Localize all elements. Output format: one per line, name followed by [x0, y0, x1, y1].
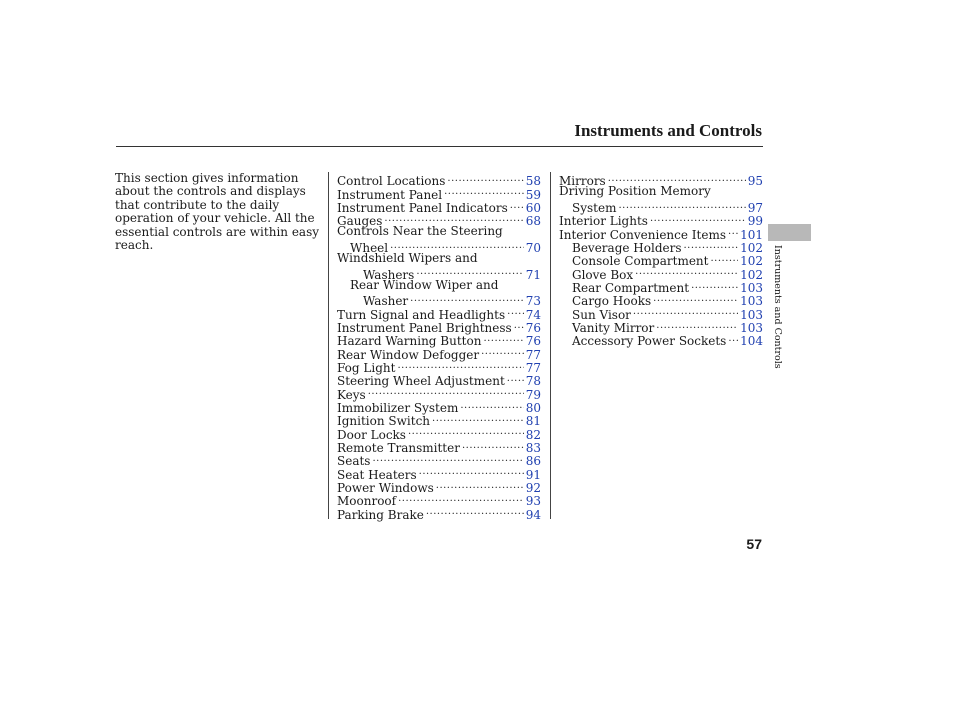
toc-entry[interactable] [559, 225, 763, 242]
toc-page-link[interactable]: 91 [525, 467, 541, 482]
toc-entry[interactable] [559, 252, 763, 269]
toc-entry[interactable] [337, 199, 541, 215]
toc-page-link[interactable]: 76 [525, 320, 541, 335]
toc-entry[interactable] [559, 332, 763, 349]
toc-entry-title: Wheel [350, 240, 389, 255]
toc-leader-dots [462, 439, 524, 452]
toc-page-link[interactable]: 83 [525, 440, 541, 455]
toc-entry-title: Seat Heaters [337, 467, 417, 482]
toc-entry-title: Instrument Panel [337, 187, 443, 202]
toc-leader-dots [483, 332, 523, 345]
toc-page-link[interactable]: 102 [740, 254, 763, 269]
toc-entry[interactable] [337, 452, 541, 469]
toc-leader-dots [419, 465, 524, 478]
toc-page-link[interactable]: 77 [525, 360, 541, 375]
toc-entry-title: Gauges [337, 214, 383, 229]
intro-text: This section gives information about the controls and displays that contribute to the daily operation of your vehicle. All the essential controls are within easy reach. [115, 171, 320, 253]
column-divider-right [550, 172, 551, 519]
toc-page-link[interactable]: 99 [747, 214, 763, 229]
section-tab-label: Instruments and Controls [772, 245, 783, 369]
toc-page-link[interactable]: 74 [525, 307, 541, 322]
toc-entry-title: Hazard Warning Button [337, 334, 482, 349]
toc-leader-dots [410, 292, 524, 305]
toc-entry[interactable] [559, 172, 763, 189]
toc-leader-dots [728, 332, 738, 345]
toc-entry-title: Interior Convenience Items [559, 227, 726, 242]
toc-leader-dots [507, 372, 524, 385]
toc-page-link[interactable]: 80 [525, 400, 541, 415]
toc-leader-dots [481, 345, 524, 358]
toc-entry[interactable] [559, 279, 763, 295]
toc-entry-title: Driving Position Memory [559, 184, 711, 199]
toc-leader-dots [444, 185, 524, 198]
toc-leader-dots [691, 279, 738, 292]
toc-leader-dots [368, 385, 524, 398]
toc-entry-title: Washer [363, 294, 409, 309]
toc-entry[interactable] [559, 265, 763, 282]
toc-page-link[interactable]: 86 [525, 454, 541, 469]
toc-entry-title: Console Compartment [572, 254, 709, 269]
toc-entry-title: Control Locations [337, 174, 446, 189]
toc-leader-dots [416, 265, 523, 278]
toc-entry-title: Door Locks [337, 427, 406, 442]
toc-entry[interactable] [559, 212, 763, 229]
toc-page-link[interactable]: 95 [747, 174, 763, 189]
toc-page-link[interactable]: 97 [747, 200, 763, 215]
intro-paragraph [115, 172, 321, 252]
toc-leader-dots [432, 412, 524, 425]
toc-entry-title: Interior Lights [559, 214, 648, 229]
page-title: Instruments and Controls [574, 121, 762, 140]
toc-page-link[interactable]: 81 [525, 414, 541, 429]
toc-entry[interactable] [559, 319, 763, 335]
toc-page-link[interactable]: 70 [525, 240, 541, 255]
toc-page-link[interactable]: 58 [525, 174, 541, 189]
header-rule [116, 146, 763, 147]
toc-entry[interactable] [337, 172, 541, 189]
toc-leader-dots [618, 199, 745, 212]
toc-entry[interactable] [337, 372, 541, 389]
toc-leader-dots [397, 359, 523, 372]
toc-entry[interactable] [337, 439, 541, 455]
toc-entry-title: Ignition Switch [337, 414, 431, 429]
toc-page-link[interactable]: 102 [740, 240, 763, 255]
toc-entry[interactable] [337, 479, 541, 495]
toc-entry [337, 279, 541, 292]
toc-page-link[interactable]: 101 [740, 227, 763, 242]
toc-leader-dots [372, 452, 523, 465]
toc-leader-dots [398, 492, 524, 505]
toc-column-2 [559, 172, 763, 349]
toc-entry-title: Beverage Holders [572, 240, 682, 255]
toc-entry [559, 185, 763, 198]
toc-page-link[interactable]: 92 [525, 480, 541, 495]
toc-entry-title: Rear Window Defogger [337, 347, 480, 362]
toc-leader-dots [514, 319, 524, 332]
page-number: 57 [746, 536, 762, 552]
column-divider-left [328, 172, 329, 519]
toc-entry[interactable] [337, 185, 541, 202]
toc-entry-title: Remote Transmitter [337, 440, 460, 455]
toc-entry-title: Rear Window Wiper and [350, 277, 499, 292]
toc-leader-dots [684, 239, 739, 252]
toc-entry[interactable] [337, 305, 541, 322]
toc-page-link[interactable]: 104 [740, 334, 763, 349]
toc-page-link[interactable]: 94 [525, 507, 541, 522]
toc-entry[interactable] [337, 265, 541, 282]
toc-entry-title: Keys [337, 387, 366, 402]
toc-entry[interactable] [337, 239, 541, 255]
toc-leader-dots [608, 172, 746, 185]
toc-page-link[interactable]: 68 [525, 214, 541, 229]
toc-entry-title: Instrument Panel Brightness [337, 320, 512, 335]
toc-leader-dots [408, 425, 524, 438]
toc-entry-title: Mirrors [559, 174, 606, 189]
toc-entry[interactable] [337, 505, 541, 522]
toc-leader-dots [656, 319, 738, 332]
toc-column-1 [337, 172, 541, 522]
toc-leader-dots [390, 239, 524, 252]
toc-leader-dots [633, 305, 738, 318]
toc-entry[interactable] [337, 492, 541, 509]
toc-entry [337, 252, 541, 265]
toc-page-link[interactable]: 59 [525, 187, 541, 202]
toc-entry-title: System [572, 200, 617, 215]
toc-entry-title: Instrument Panel Indicators [337, 200, 508, 215]
toc-page-link[interactable]: 73 [525, 294, 541, 309]
toc-page-link[interactable]: 102 [740, 267, 763, 282]
toc-entry-title: Seats [337, 454, 371, 469]
toc-entry-title: Power Windows [337, 480, 434, 495]
toc-entry-title: Fog Light [337, 360, 396, 375]
toc-entry[interactable] [337, 332, 541, 349]
toc-entry-title: Steering Wheel Adjustment [337, 374, 505, 389]
toc-entry-title: Moonroof [337, 494, 397, 509]
toc-entry-title: Cargo Hooks [572, 294, 652, 309]
toc-page-link[interactable]: 103 [740, 294, 763, 309]
toc-entry-title: Washers [363, 267, 415, 282]
toc-entry-title: Controls Near the Steering [337, 224, 503, 239]
toc-entry[interactable] [559, 199, 763, 215]
toc-entry[interactable] [559, 292, 763, 309]
toc-page-link[interactable]: 79 [525, 387, 541, 402]
toc-entry[interactable] [559, 239, 763, 255]
toc-entry-title: Sun Visor [572, 307, 631, 322]
toc-leader-dots [507, 305, 524, 318]
toc-page-link[interactable]: 78 [525, 374, 541, 389]
toc-leader-dots [635, 265, 738, 278]
toc-entry[interactable] [337, 385, 541, 402]
toc-entry [337, 225, 541, 238]
toc-entry[interactable] [337, 465, 541, 482]
toc-page-link[interactable]: 60 [525, 200, 541, 215]
toc-entry-title: Rear Compartment [572, 280, 690, 295]
toc-page-link[interactable]: 71 [525, 267, 541, 282]
toc-page-link[interactable]: 103 [740, 307, 763, 322]
toc-entry-title: Parking Brake [337, 507, 424, 522]
toc-leader-dots [510, 199, 524, 212]
toc-entry[interactable] [337, 292, 541, 309]
section-tab [768, 224, 811, 241]
toc-page-link[interactable]: 93 [525, 494, 541, 509]
toc-entry-title: Immobilizer System [337, 400, 459, 415]
toc-leader-dots [460, 399, 523, 412]
toc-entry-title: Turn Signal and Headlights [337, 307, 506, 322]
toc-entry[interactable] [337, 359, 541, 375]
toc-leader-dots [650, 212, 746, 225]
toc-entry[interactable] [337, 425, 541, 442]
toc-page-link[interactable]: 82 [525, 427, 541, 442]
toc-entry-title: Glove Box [572, 267, 634, 282]
toc-leader-dots [710, 252, 738, 265]
toc-leader-dots [447, 172, 523, 185]
toc-entry[interactable] [337, 212, 541, 229]
toc-leader-dots [653, 292, 738, 305]
toc-leader-dots [436, 479, 524, 492]
toc-entry[interactable] [337, 412, 541, 429]
toc-page-link[interactable]: 103 [740, 280, 763, 295]
toc-page-link[interactable]: 76 [525, 334, 541, 349]
toc-page-link[interactable]: 103 [740, 320, 763, 335]
toc-entry-title: Accessory Power Sockets [572, 334, 727, 349]
toc-leader-dots [426, 505, 524, 518]
toc-entry-title: Windshield Wipers and [337, 250, 478, 265]
toc-entry[interactable] [337, 345, 541, 362]
toc-entry-title: Vanity Mirror [572, 320, 655, 335]
toc-leader-dots [384, 212, 523, 225]
toc-entry[interactable] [559, 305, 763, 322]
toc-entry[interactable] [337, 319, 541, 335]
toc-page-link[interactable]: 77 [525, 347, 541, 362]
toc-entry[interactable] [337, 399, 541, 415]
toc-leader-dots [728, 225, 738, 238]
